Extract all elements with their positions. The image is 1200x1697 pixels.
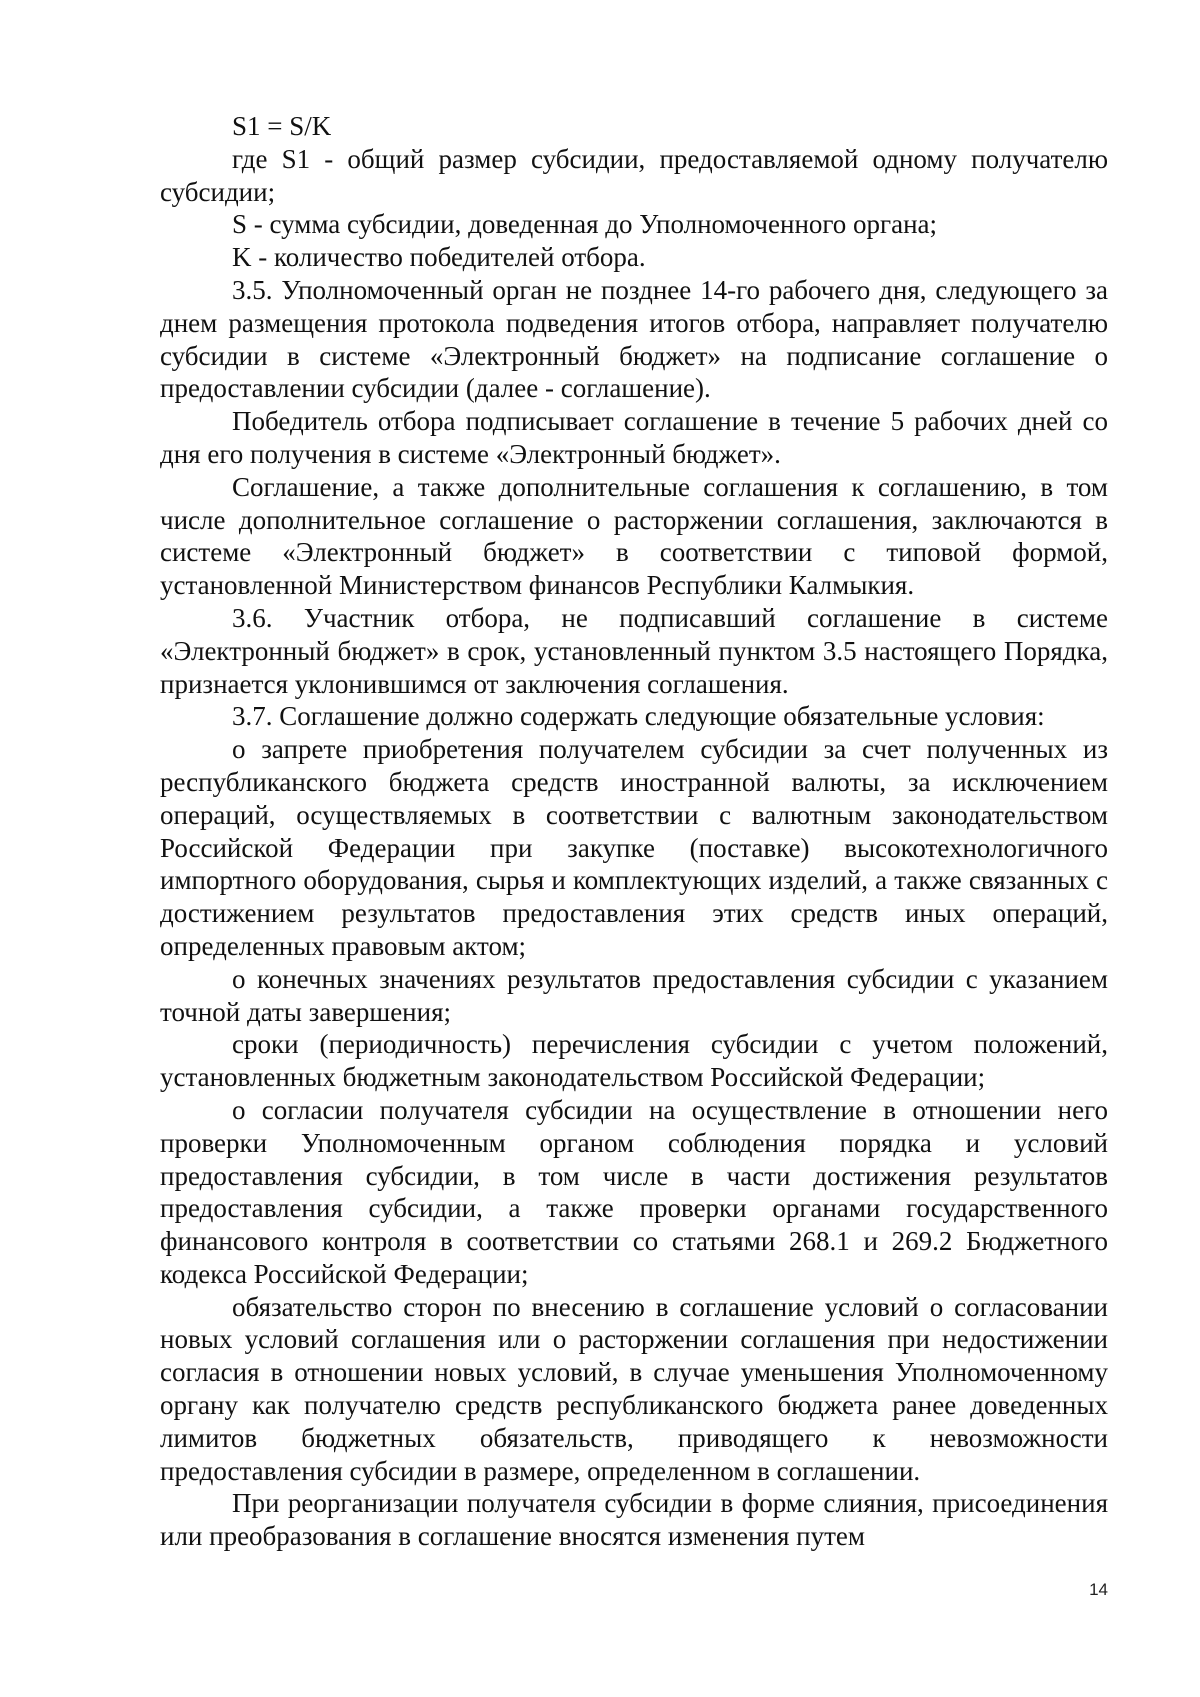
paragraph: сроки (периодичность) перечисления субсидии с учетом положений, установленных бюджетным законодательством Российской Федерации; [160, 1029, 1108, 1093]
paragraph: обязательство сторон по внесению в соглашение условий о согласовании новых условий соглашения или о расторжении соглашения при недостижении согласия в отношении новых условий, в случае уменьшения Уполномоченному органу как получателю средств республиканского бюджета ранее доведенных лимитов бюджетных обязательств, приводящего к невозможности предоставления субсидии в размере, определенном в соглашении. [160, 1291, 1108, 1486]
paragraph: где S1 - общий размер субсидии, предоставляемой одному получателю субсидии; [160, 143, 1108, 207]
paragraph: 3.6. Участник отбора, не подписавший соглашение в системе «Электронный бюджет» в срок, установленный пунктом 3.5 настоящего Порядка, признается уклонившимся от заключения соглашения. [160, 602, 1108, 699]
document-body [160, 110, 1108, 1553]
paragraph: 3.7. Соглашение должно содержать следующие обязательные условия: [232, 701, 1045, 732]
paragraph: S - сумма субсидии, доведенная до Уполномоченного органа; [232, 209, 938, 240]
paragraph: K - количество победителей отбора. [232, 242, 646, 273]
page-number: 14 [1089, 1580, 1108, 1599]
paragraph: о запрете приобретения получателем субсидии за счет полученных из республиканского бюджета средств иностранной валюты, за исключением операций, осуществляемых в соответствии с валютным законодательством Российской Федерации при закупке (поставке) высокотехнологичного импортного оборудования, сырья и комплектующих изделий, а также связанных с достижением результатов предоставления этих средств иных операций, определенных правовым актом; [160, 734, 1108, 961]
paragraph: о согласии получателя субсидии на осуществление в отношении него проверки Уполномоченным органом соблюдения порядка и условий предоставления субсидии, в том числе в части достижения результатов предоставления субсидии, а также проверки органами государственного финансового контроля в соответствии со статьями 268.1 и 269.2 Бюджетного кодекса Российской Федерации; [160, 1094, 1108, 1289]
paragraph: о конечных значениях результатов предоставления субсидии с указанием точной даты завершения; [160, 963, 1108, 1027]
paragraph: Соглашение, а также дополнительные соглашения к соглашению, в том числе дополнительное соглашение о расторжении соглашения, заключаются в системе «Электронный бюджет» в соответствии с типовой формой, установленной Министерством финансов Республики Калмыкия. [160, 471, 1108, 601]
paragraph: При реорганизации получателя субсидии в форме слияния, присоединения или преобразования в соглашение вносятся изменения путем [160, 1488, 1108, 1552]
paragraph: Победитель отбора подписывает соглашение в течение 5 рабочих дней со дня его получения в системе «Электронный бюджет». [160, 406, 1108, 469]
formula-line: S1 = S/K [232, 111, 332, 141]
paragraph: 3.5. Уполномоченный орган не позднее 14-го рабочего дня, следующего за днем размещения протокола подведения итогов отбора, направляет получателю субсидии в системе «Электронный бюджет» на подписание соглашение о предоставлении субсидии (далее - соглашение). [160, 274, 1108, 404]
